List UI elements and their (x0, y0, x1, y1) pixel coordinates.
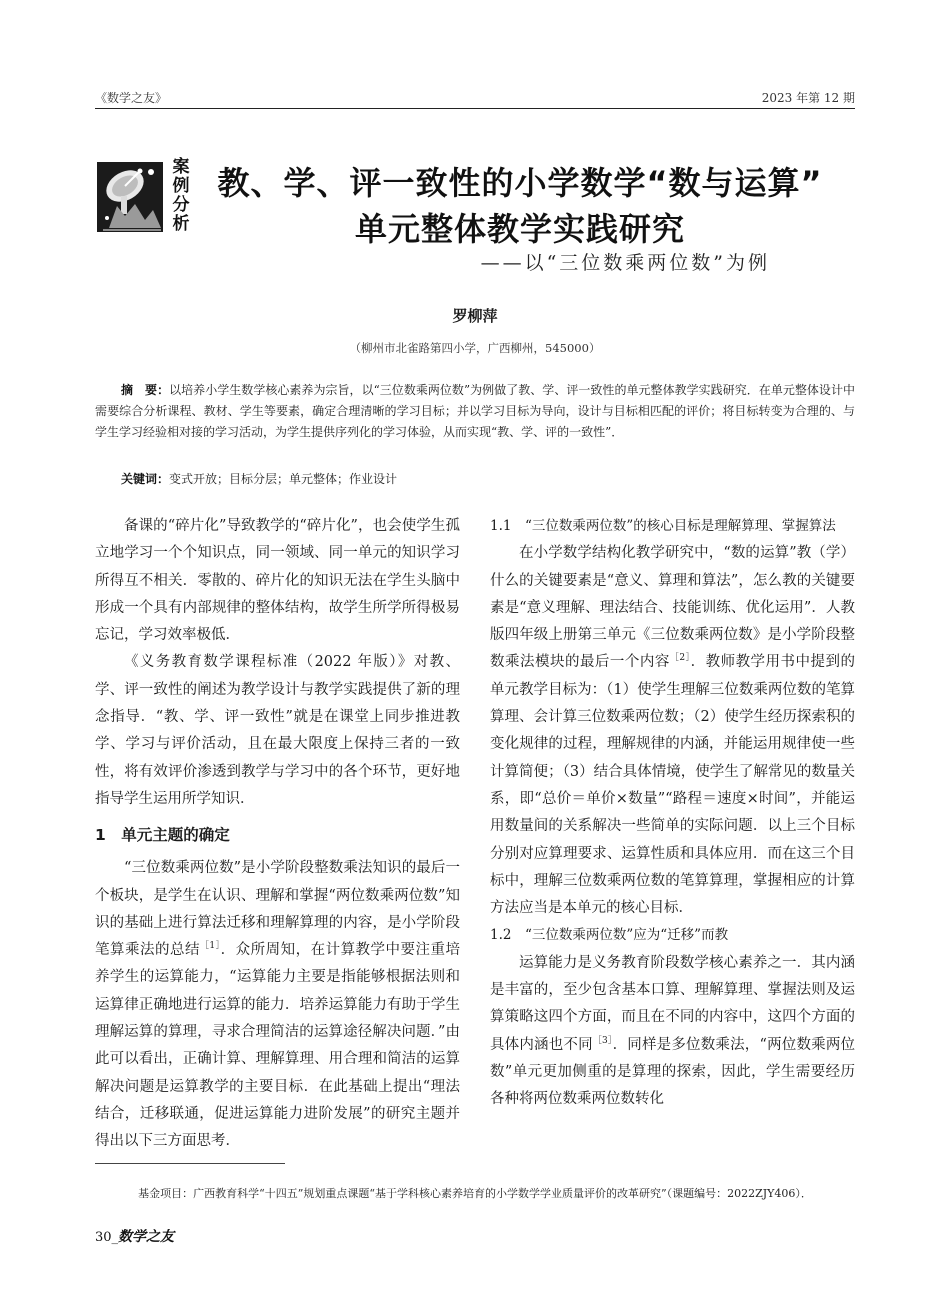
citation-ref: ［1］ (199, 941, 221, 952)
section-tag-char: 分 (172, 195, 190, 215)
footnote: 基金项目：广西教育科学“十四五”规划重点课题“基于学科核心素养培育的小学数学学业质量评价的改革研究”（课题编号：2022ZJY406）． (138, 1187, 812, 1200)
page-number: 30 (95, 1230, 112, 1245)
paragraph (490, 950, 855, 1114)
paragraph (490, 540, 855, 922)
paragraph-text: “三位数乘两位数”是小学阶段整数乘法知识的最后一个板块，是学生在认识、理解和掌握“两位数乘两位数”知识的基础上进行算法迁移和理解算理的内容，是小学阶段笔算乘法的总结 (95, 860, 460, 959)
footnote-rule (95, 1163, 285, 1164)
subsection-heading: 1.1 “三位数乘两位数”的核心目标是理解算理、掌握算法 (490, 518, 836, 534)
paragraph (95, 855, 460, 1155)
section-heading: 1 单元主题的确定 (95, 826, 230, 845)
affiliation: （柳州市北雀路第四小学，广西柳州，545000） (349, 341, 601, 355)
header-rule (95, 108, 855, 109)
abstract (95, 380, 855, 443)
running-header-journal: 《数学之友》 (95, 91, 168, 105)
keywords-label: 关键词： (121, 472, 170, 486)
running-header-issue: 2023 年第 12 期 (761, 91, 855, 105)
paragraph-text: 运算能力是义务教育阶段数学核心素养之一．其内涵是丰富的，至少包含基本口算、理解算理、掌握法则及运算策略这四个方面，而且在不同的内容中，这四个方面的具体内涵也不同 (490, 954, 855, 1053)
author: 罗柳萍 (452, 307, 498, 325)
paragraph-text: ．教师教学用书中提到的单元教学目标为：（1）使学生理解三位数乘两位数的笔算算理、会计算三位数乘两位数；（2）使学生经历探索积的变化规律的过程，理解规律的内涵，并能运用规律使一些计算简便；（3）结合具体情境，使学生了解常见的数量关系，即“总价＝单价×数量”“路程＝速度×时间”，并能运用数量间的关系解决一些简单的实际问题．以上三个目标分别对应算理要求、运算性质和具体应用．而在这三个目标中，理解三位数乘两位数的笔算算理，掌握相应的计算方法应当是本单元的核心目标． (490, 654, 855, 917)
right-column (490, 513, 855, 1114)
subsection-heading: 1.2 “三位数乘两位数”应为“迁移”而教 (490, 927, 729, 944)
citation-ref: ［3］ (592, 1035, 613, 1046)
paragraph-text: 在小学数学结构化教学研究中，“数的运算”教（学）什么的关键要素是“意义、算理和算法”，怎么教的关键要素是“意义理解、理法结合、技能训练、优化运用”．人教版四年级上册第三单元《三位数乘两位数》是小学阶段整数乘法模块的最后一个内容 (490, 545, 855, 671)
page-footer: 30_数学之友 (95, 1229, 175, 1245)
left-column (95, 513, 460, 1156)
abstract-label: 摘 要： (121, 383, 170, 397)
keywords-text: 变式开放；目标分层；单元整体；作业设计 (169, 472, 398, 486)
paragraph-text: ．同样是多位数乘法，“两位数乘两位数”单元更加侧重的是算理的探索，因此，学生需要经历各种将两位数乘两位数转化 (490, 1036, 856, 1108)
title-line-2: 单元整体教学实践研究 (354, 210, 685, 248)
journal-name: 数学之友 (118, 1229, 175, 1245)
keywords (95, 470, 855, 487)
paragraph-text: ．众所周知，在计算教学中要注重培养学生的运算能力，“运算能力主要是指能够根据法则和运算律正确地进行运算的能力．培养运算能力有助于学生理解运算的算理，寻求合理简洁的运算途径解决问题．”由此可以看出，正确计算、理解算理、用合理和简洁的运算解决问题是运算教学的主要目标．在此基础上提出“理法结合，迁移联通，促进运算能力进阶发展”的研究主题并得出以下三方面思考． (95, 942, 460, 1150)
subtitle: ——以“三位数乘两位数”为例 (480, 252, 770, 274)
title-line-1: 教、学、评一致性的小学数学“数与运算” (217, 164, 823, 202)
section-tag-char: 析 (172, 214, 190, 234)
section-tag-char: 案 (172, 157, 190, 177)
paragraph: 备课的“碎片化”导致教学的“碎片化”，也会使学生孤立地学习一个个知识点，同一领域、同一单元的知识学习所得互不相关．零散的、碎片化的知识无法在学生头脑中形成一个具有内部规律的整体结构，故学生所学所得极易忘记，学习效率极低． (95, 518, 460, 644)
section-tag-char: 例 (172, 176, 190, 196)
paragraph: 《义务教育数学课程标准（2022 年版）》对教、学、评一致性的阐述为教学设计与教学实践提供了新的理念指导．“教、学、评一致性”就是在课堂上同步推进教学、学习与评价活动，且在最大限度上保持三者的一致性，将有效评价渗透到教学与学习中的各个环节，更好地指导学生运用所学知识． (95, 654, 460, 807)
section-tag (170, 158, 192, 234)
abstract-text: 以培养小学生数学核心素养为宗旨，以“三位数乘两位数”为例做了教、学、评一致性的单元整体教学实践研究．在单元整体设计中需要综合分析课程、教材、学生等要素，确定合理清晰的学习目标；并以学习目标为导向，设计与目标相匹配的评价；将目标转变为合理的、与学生学习经验相对接的学习活动，为学生提供序列化的学习体验，从而实现“教、学、评的一致性”． (95, 383, 855, 439)
citation-ref: ［2］ (669, 653, 691, 664)
